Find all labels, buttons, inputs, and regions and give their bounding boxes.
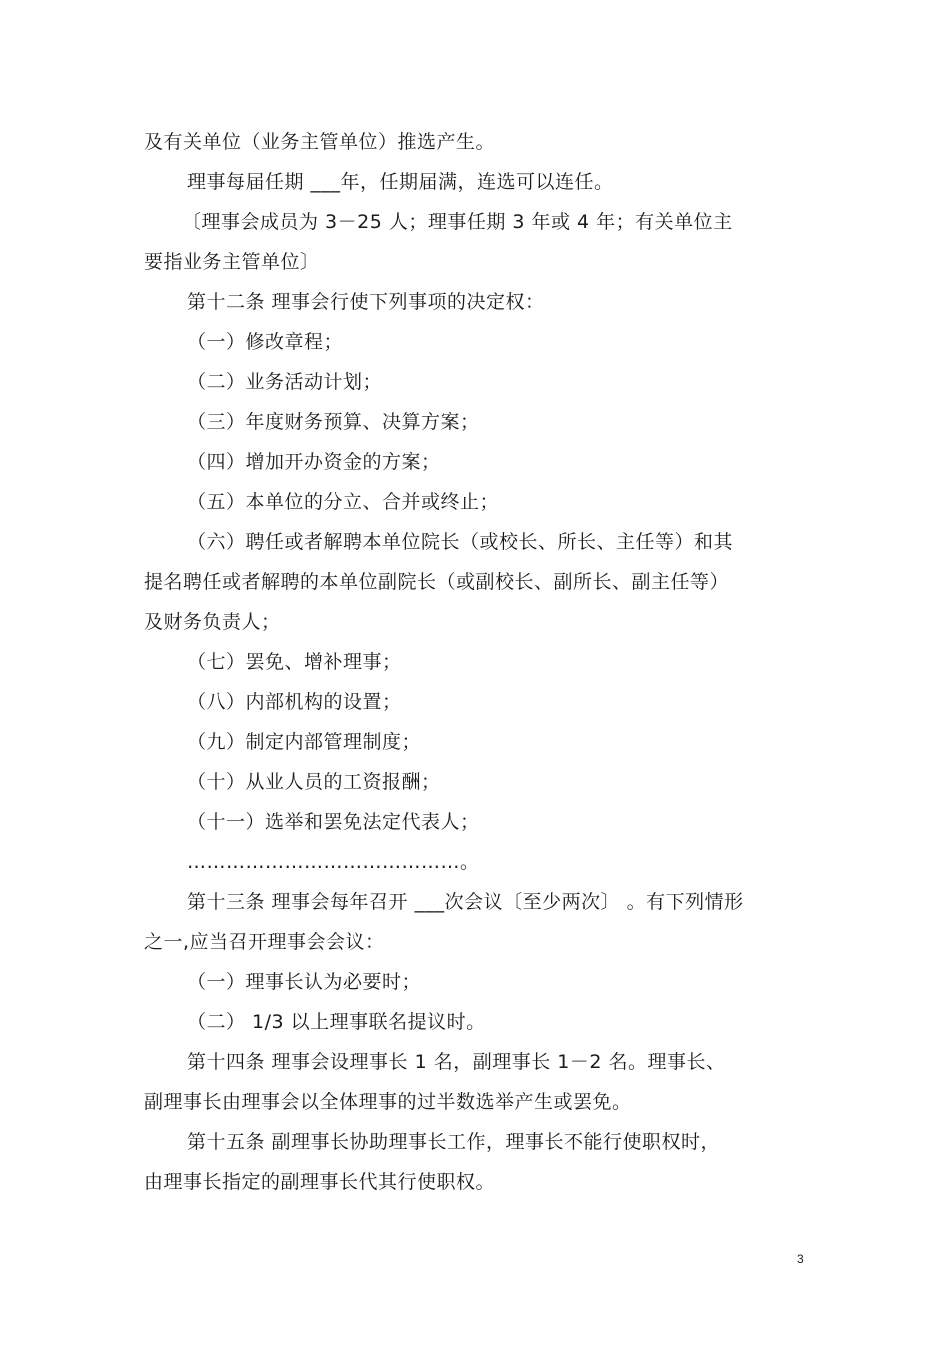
text-line-continuation: 副理事长由理事会以全体理事的过半数选举产生或罢免。	[144, 1091, 632, 1113]
list-item: （六）聘任或者解聘本单位院长（或校长、所长、主任等）和其	[187, 531, 734, 553]
text-line-continuation: 由理事长指定的副理事长代其行使职权。	[144, 1171, 496, 1193]
list-item: （五）本单位的分立、合并或终止；	[187, 491, 500, 513]
text-line-1: 及有关单位（业务主管单位）推选产生。	[144, 131, 496, 153]
text-line-3: 〔理事会成员为 3－25 人；理事任期 3 年或 4 年；有关单位主	[182, 211, 733, 233]
article-15-heading: 第十五条 副理事长协助理事长工作，理事长不能行使职权时，	[187, 1131, 721, 1153]
article-14-heading: 第十四条 理事会设理事长 1 名，副理事长 1－2 名。理事长、	[187, 1051, 726, 1073]
list-item: （八）内部机构的设置；	[187, 691, 402, 713]
text-line-2: 理事每届任期 ___年，任期届满，连选可以连任。	[187, 171, 614, 193]
list-item: （九）制定内部管理制度；	[187, 731, 422, 753]
list-item: （十一）选举和罢免法定代表人；	[187, 811, 480, 833]
text-line-4: 要指业务主管单位〕	[144, 251, 320, 273]
text-line-continuation: 提名聘任或者解聘的本单位副院长（或副校长、副所长、副主任等）	[144, 571, 730, 593]
list-item: （三）年度财务预算、决算方案；	[187, 411, 480, 433]
list-item: （一）理事长认为必要时；	[187, 971, 422, 993]
list-item: （一）修改章程；	[187, 331, 344, 353]
text-line-continuation: 及财务负责人；	[144, 611, 281, 633]
article-12-heading: 第十二条 理事会行使下列事项的决定权：	[187, 291, 545, 313]
article-13-heading: 第十三条 理事会每年召开 ___次会议〔至少两次〕 。有下列情形	[187, 891, 744, 913]
list-item: （二） 1/3 以上理事联名提议时。	[187, 1011, 486, 1033]
page-number: 3	[797, 1252, 804, 1266]
list-item: （四）增加开办资金的方案；	[187, 451, 441, 473]
list-item: （十）从业人员的工资报酬；	[187, 771, 441, 793]
list-item: （二）业务活动计划；	[187, 371, 383, 393]
list-item: （七）罢免、增补理事；	[187, 651, 402, 673]
ellipsis-line: ……………………………………。	[187, 851, 480, 873]
text-line-continuation: 之一,应当召开理事会会议：	[144, 931, 385, 953]
